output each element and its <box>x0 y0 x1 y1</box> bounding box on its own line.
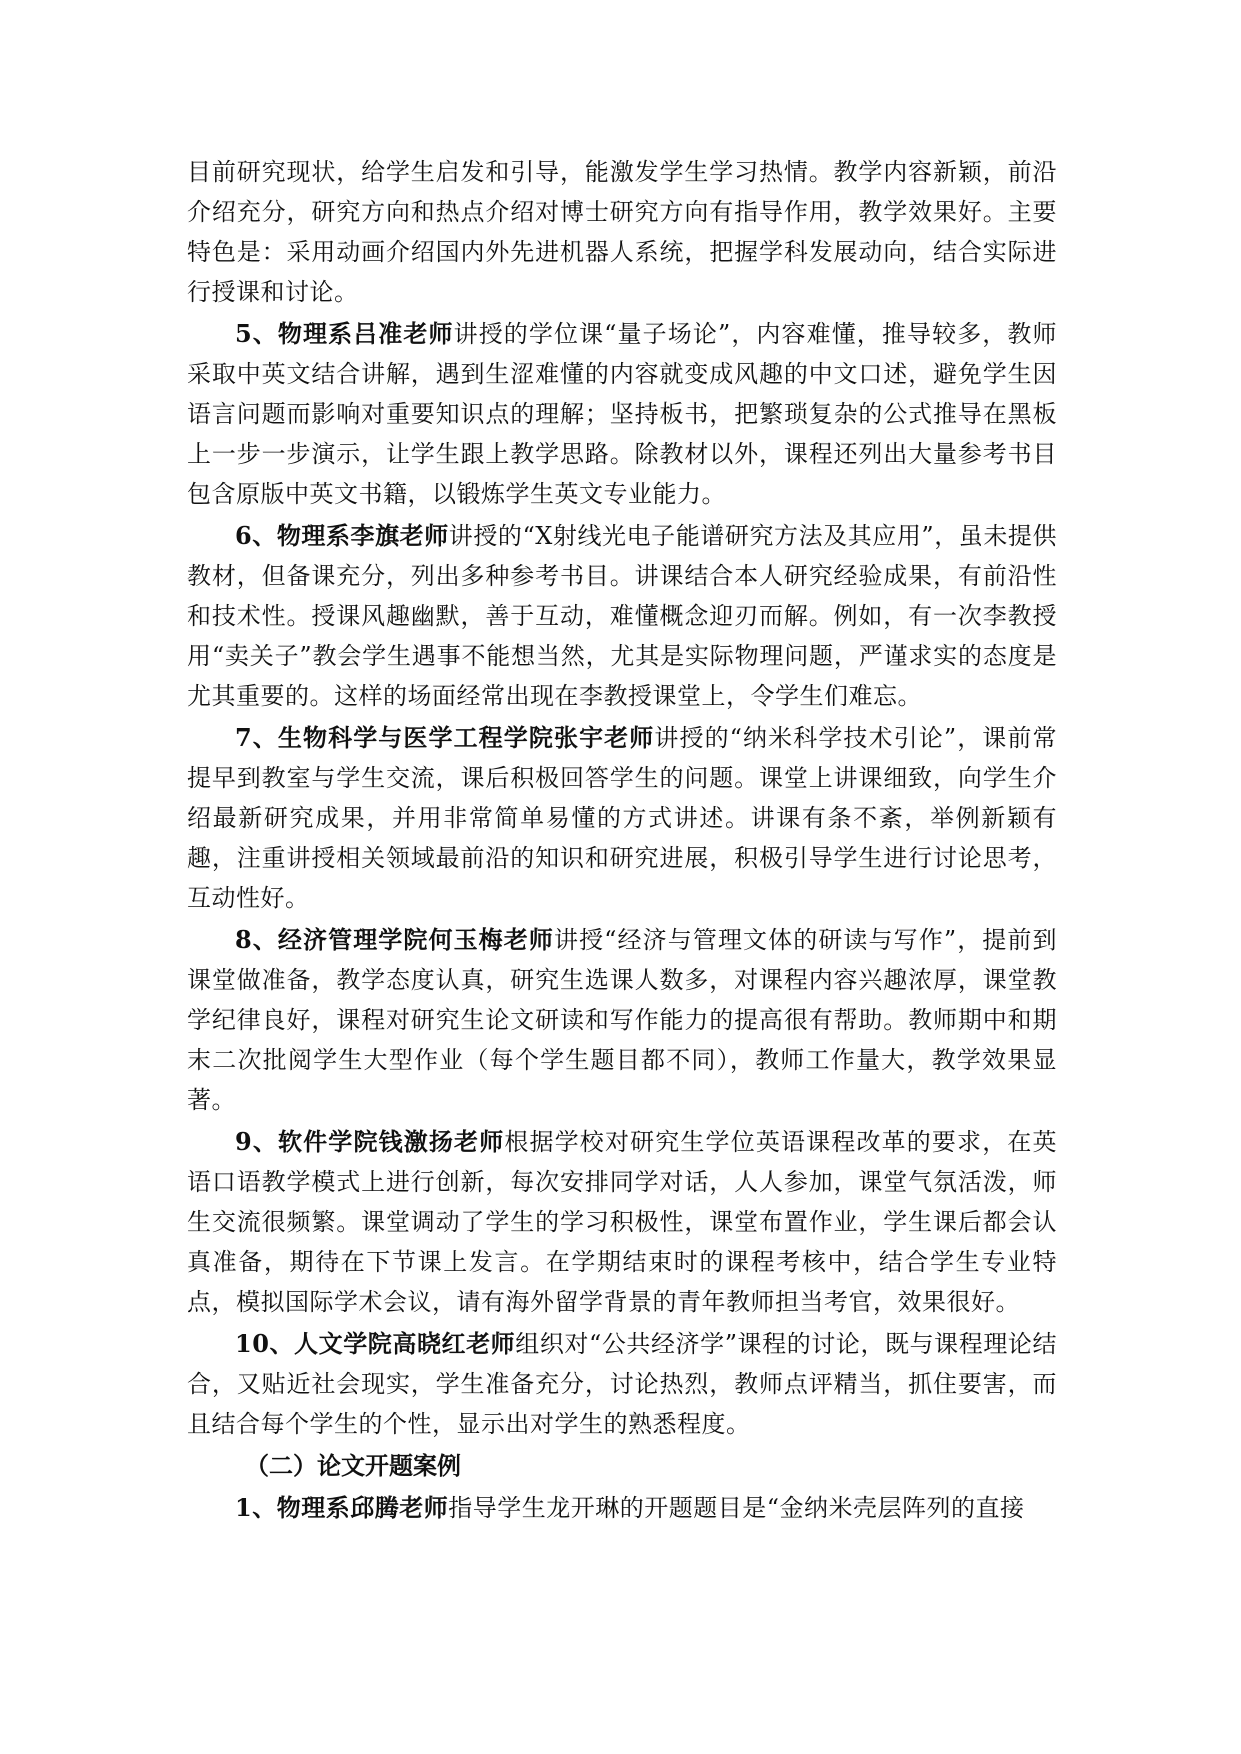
paragraph-text: 根据学校对研究生学位英语课程改革的要求，在英语口语教学模式上进行创新，每次安排同学对话，人人参加，课堂气氛活泼，师生交流很频繁。课堂调动了学生的学习积极性，课堂布置作业，学生课后都会认真准备，期待在下节课上发言。在学期结束时的课程考核中，结合学生专业特点，模拟国际学术会议，请有海外留学背景的青年教师担当考官，效果很好。 <box>187 1128 1057 1316</box>
paragraph-text: 组织对“公共经济学”课程的讨论，既与课程理论结合，又贴近社会现实，学生准备充分，讨论热烈，教师点评精当，抓住要害，而且结合每个学生的个性，显示出对学生的熟悉程度。 <box>187 1330 1057 1438</box>
paragraph-case-8 <box>187 920 1057 1120</box>
section-heading: （二）论文开题案例 <box>245 1451 461 1480</box>
paragraph-case-6 <box>187 516 1057 716</box>
paragraph-lead: 7、生物科学与医学工程学院张宇老师 <box>235 723 655 752</box>
paragraph-lead: 6、物理系李旗老师 <box>235 521 449 550</box>
document-page <box>187 152 1057 1732</box>
paragraph-text: 指导学生龙开琳的开题题目是“金纳米壳层阵列的直接 <box>448 1494 1025 1522</box>
paragraph-text: 讲授的学位课“量子场论”，内容难懂，推导较多，教师采取中英文结合讲解，遇到生涩难懂的内容就变成风趣的中文口述，避免学生因语言问题而影响对重要知识点的理解；坚持板书，把繁琐复杂的公式推导在黑板上一步一步演示，让学生跟上教学思路。除教材以外，课程还列出大量参考书目包含原版中英文书籍，以锻炼学生英文专业能力。 <box>187 320 1057 508</box>
paragraph-lead: 5、物理系吕准老师 <box>235 319 454 348</box>
paragraph-case-5 <box>187 314 1057 514</box>
paragraph-text: 目前研究现状，给学生启发和引导，能激发学生学习热情。教学内容新颖，前沿介绍充分，研究方向和热点介绍对博士研究方向有指导作用，教学效果好。主要特色是：采用动画介绍国内外先进机器人系统，把握学科发展动向，结合实际进行授课和讨论。 <box>187 158 1057 306</box>
paragraph-case-10 <box>187 1324 1057 1444</box>
paragraph-text: 讲授的“纳米科学技术引论”，课前常提早到教室与学生交流，课后积极回答学生的问题。课堂上讲课细致，向学生介绍最新研究成果，并用非常简单易懂的方式讲述。讲课有条不紊，举例新颖有趣，注重讲授相关领域最前沿的知识和研究进展，积极引导学生进行讨论思考，互动性好。 <box>187 724 1057 912</box>
paragraph-text: 讲授的“X射线光电子能谱研究方法及其应用”，虽未提供教材，但备课充分，列出多种参考书目。讲课结合本人研究经验成果，有前沿性和技术性。授课风趣幽默，善于互动，难懂概念迎刃而解。例如，有一次李教授用“卖关子”教会学生遇事不能想当然，尤其是实际物理问题，严谨求实的态度是尤其重要的。这样的场面经常出现在李教授课堂上，令学生们难忘。 <box>187 522 1057 710</box>
paragraph-case-9 <box>187 1122 1057 1322</box>
paragraph-intro <box>187 152 1057 312</box>
paragraph-lead: 10、人文学院高晓红老师 <box>235 1329 516 1358</box>
paragraph-lead: 9、软件学院钱激扬老师 <box>235 1127 505 1156</box>
paragraph-thesis-case-1 <box>187 1488 1057 1528</box>
paragraph-lead: 1、物理系邱腾老师 <box>235 1493 449 1522</box>
paragraph-case-7 <box>187 718 1057 918</box>
paragraph-text: 讲授“经济与管理文体的研读与写作”，提前到课堂做准备，教学态度认真，研究生选课人数多，对课程内容兴趣浓厚，课堂教学纪律良好，课程对研究生论文研读和写作能力的提高很有帮助。教师期中和期末二次批阅学生大型作业（每个学生题目都不同），教师工作量大，教学效果显著。 <box>187 926 1057 1114</box>
paragraph-lead: 8、经济管理学院何玉梅老师 <box>235 925 554 954</box>
